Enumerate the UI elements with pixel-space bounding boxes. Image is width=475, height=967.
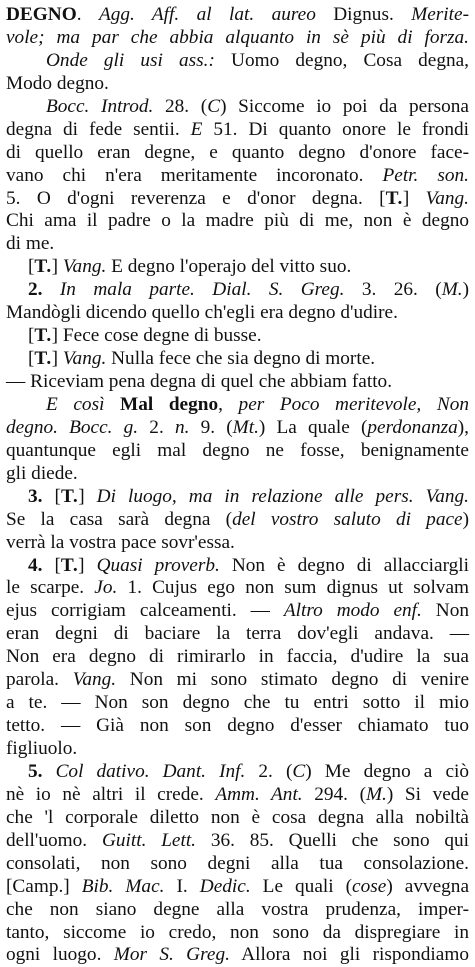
text-run: ) Siccome io poi da persona [220,95,469,117]
text-line [6,555,469,578]
italic-text: Jo. [94,577,118,599]
text-line [6,165,469,188]
text-line [6,830,469,853]
text-line [6,853,469,876]
dictionary-entry-degno [6,4,469,967]
text-line [6,73,469,96]
text-line [6,119,469,142]
text-line [6,463,469,486]
italic-text: Mor S. Greg. [113,944,230,966]
italic-text: cose [352,875,387,897]
text-line [6,738,469,761]
italic-text: Bib. Mac. [81,875,165,897]
italic-text: perdonanza [367,416,458,438]
text-run: Dignus. [315,4,412,25]
italic-text: E [190,118,203,140]
italic-text: Vang. [62,256,107,278]
italic-text: Altro modo enf. [283,600,422,622]
headword-or-number: 2. [28,279,60,301]
text-run: figliuolo. [6,738,78,759]
text-run: 28. ( [153,95,208,117]
source-tag: T. [34,256,52,278]
italic-text: M. [441,279,463,301]
text-line [6,784,469,807]
italic-text: Amm. Ant. [215,783,303,805]
text-run: nè io nè altri il crede. [6,783,216,805]
text-run: ] [78,554,97,576]
text-run: a te. — Non son degno che tu entri sotto il mio [6,692,469,714]
text-run: parola. [6,669,73,691]
text-line [6,922,469,945]
text-line [6,623,469,646]
text-run: 3. 26. ( [344,279,442,301]
text-run: Chi ama il padre o la madre più di me, non è degno [6,210,469,232]
text-line [6,509,469,532]
text-run: ] Fece cose degne di busse. [51,325,262,347]
text-run: Mandògli dicendo quello ch'egli era degno d'udire. [6,302,398,324]
source-tag: T. [60,485,79,507]
text-line [6,27,469,50]
text-line [6,50,469,73]
text-run: dell'uomo. [6,829,102,851]
text-line [6,325,469,348]
text-run: ] [51,256,63,278]
italic-text: per Poco meritevole, Non [238,393,469,415]
text-run: tanto, siccome io credo, non sono da dispregiare in [6,921,469,943]
text-run: che 'l corporale diletto non è cosa degna alla nobiltà [6,806,469,828]
text-line [6,876,469,899]
text-run: le scarpe. [6,577,95,599]
text-run: di me. [6,233,55,255]
text-run: tetto. — Già non son degno d'esser chiamato tuo [6,715,469,737]
text-line [6,302,469,325]
text-line [6,210,469,233]
text-line [6,233,469,256]
headword-or-number: DEGNO [6,4,77,25]
text-run: ] [402,187,426,209]
text-run: Non mi sono stimato degno di venire [116,669,469,691]
text-line [6,715,469,738]
text-line [6,807,469,830]
text-run: . [76,4,99,25]
headword-or-number: 3. [28,485,55,507]
italic-text: C [207,95,221,117]
text-run: 9. ( [189,416,233,438]
italic-text: M. [366,783,387,805]
italic-text: Vang. [62,348,107,370]
text-line [6,486,469,509]
text-run: quantunque egli mal degno ne fosse, benignamente [6,439,469,461]
italic-text: Guitt. Lett. [101,829,197,851]
text-run: 5. O d'ogni reverenza e d'onor degna. [ [6,187,386,209]
text-run: Non era degno di rimirarlo in faccia, d'udire la sua [6,646,469,668]
text-run: I. [164,875,200,897]
text-run: ), [457,416,469,438]
text-run: ogni luogo. [6,944,114,966]
text-run: ) La quale ( [258,416,368,438]
headword-or-number: 5. [28,760,56,782]
text-run: — Riceviam pena degna di quel che abbiam fatto. [6,371,393,392]
text-line [6,646,469,669]
text-line [6,417,469,440]
text-line [6,761,469,784]
text-line [6,692,469,715]
text-run: verrà la vostra pace sovr'essa. [6,531,235,553]
italic-text: del vostro saluto di pace [232,508,463,530]
italic-text: Vang. [425,187,469,209]
italic-text: Vang. [72,669,117,691]
text-run: gli diede. [6,462,78,484]
source-tag: T. [60,554,79,576]
italic-text: Mt. [232,416,259,438]
text-line [6,944,469,967]
text-line [6,371,469,394]
text-run: 2. ( [245,760,293,782]
text-run: , [218,393,239,415]
italic-text: Onde gli usi ass.: [46,49,215,71]
text-run: ejus corrigiam calceamenti. — [6,600,284,622]
text-line [6,96,469,119]
headword-or-number: 4. [28,554,55,576]
italic-text: n. [174,416,190,438]
italic-text: In mala parte. Dial. S. Greg. [59,279,345,301]
text-line [6,4,469,27]
text-run: Modo degno. [6,72,109,94]
text-run: eran degni di baciare la terra dov'egli andava. — [6,623,469,645]
text-run: Non [421,600,470,622]
text-run: vano chi n'era meritamente incoronato. [6,164,383,186]
text-run: ) [462,279,469,301]
source-tag: T. [34,348,52,370]
text-line [6,577,469,600]
source-tag: T. [385,187,403,209]
italic-text: Merite- [411,4,470,25]
italic-text: Col dativo. Dant. Inf. [55,760,246,782]
headword-or-number: Mal degno [120,393,219,415]
italic-text: Agg. Aff. al lat. aureo [98,4,316,25]
italic-text: Petr. son. [382,164,469,186]
text-run: ) Me degno a ciò [305,760,470,782]
italic-text: Di luogo, ma in relazione alle pers. Vang. [96,485,469,507]
text-run: Allora noi gli rispondiamo [229,944,469,966]
text-line [6,279,469,302]
text-line [6,256,469,279]
italic-text: vole; ma par che abbia alquanto in sè più di forza. [6,26,469,48]
text-run: Non è degno di allacciargli [219,554,470,576]
text-run: [ [28,325,35,347]
text-run: che non siano degne alla vostra prudenza, imper- [6,898,469,920]
text-run: 294. ( [302,783,366,805]
text-line [6,348,469,371]
text-run: ) Si vede [386,783,469,805]
text-line [6,899,469,922]
text-run: [Camp.] [6,875,82,897]
text-line [6,394,469,417]
text-run: [ [28,348,35,370]
text-run: ] [78,485,97,507]
italic-text: Bocc. Introd. [46,95,154,117]
text-run: Nulla fece che sia degno di morte. [106,348,376,370]
text-run: ) [462,508,470,530]
text-line [6,669,469,692]
text-run: ] [51,348,63,370]
text-run: E degno l'operajo del vitto suo. [106,256,352,278]
source-tag: T. [34,325,52,347]
text-run: consolati, non sono degni alla tua consolazione. [6,852,469,874]
text-run: Le quali ( [250,875,353,897]
italic-text: Quasi proverb. [96,554,220,576]
text-run: 1. Cujus ego non sum dignus ut solvam [117,577,469,599]
text-run: Uomo degno, Cosa degna, [214,49,469,71]
italic-text: degno. Bocc. g. [6,416,139,438]
text-line [6,600,469,623]
text-line [6,532,469,555]
italic-text: E così [46,393,121,415]
text-run: [ [54,485,61,507]
text-run: 51. Di quanto onore le frondi [202,118,469,140]
text-run: ) avvegna [386,875,469,897]
text-line [6,440,469,463]
text-line [6,142,469,165]
text-run: Se la casa sarà degna ( [6,508,233,530]
text-line [6,188,469,211]
text-run: [ [54,554,61,576]
italic-text: Dedic. [199,875,251,897]
italic-text: C [292,760,306,782]
text-run: di quello eran degne, e quanto degno d'onore face- [6,141,469,163]
text-run: degna di fede sentii. [6,118,191,140]
text-run: 36. 85. Quelli che sono qui [196,829,470,851]
text-run: 2. [138,416,175,438]
text-run: [ [28,256,35,278]
